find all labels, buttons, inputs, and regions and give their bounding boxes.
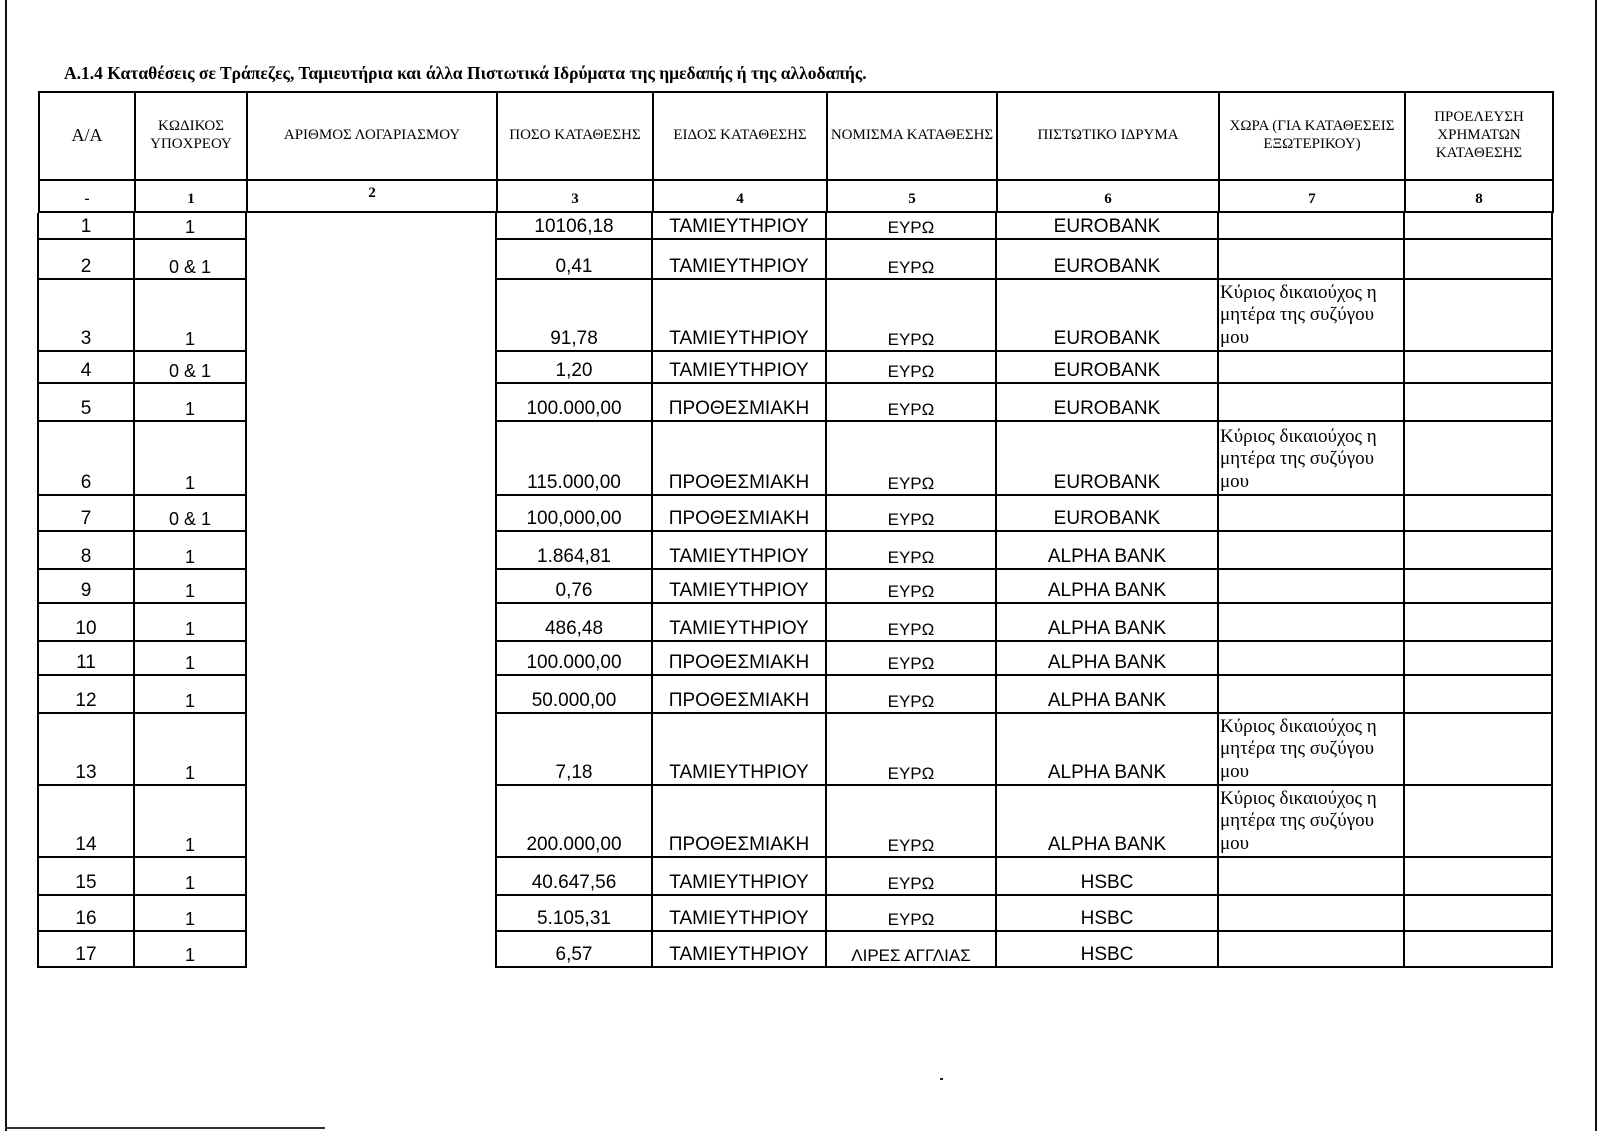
header-deposit-type: ΕΙΔΟΣ ΚΑΤΑΘΕΣΗΣ — [653, 92, 827, 180]
row-origin-cell — [1404, 495, 1552, 531]
deposits-table-body — [37, 213, 1553, 968]
row-deposit-type-cell: ΠΡΟΘΕΣΜΙΑΚΗ — [652, 785, 826, 857]
header-number-4: 4 — [653, 180, 827, 212]
row-currency-cell: ΕΥΡΩ — [826, 279, 996, 351]
row-account-number-cell — [246, 279, 496, 351]
row-currency-cell: ΕΥΡΩ — [826, 641, 996, 675]
row-deposit-type-cell: ΤΑΜΙΕΥΤΗΡΙΟΥ — [652, 279, 826, 351]
row-currency-cell: ΕΥΡΩ — [826, 495, 996, 531]
row-aa-cell: 2 — [38, 239, 134, 279]
row-deposit-type-cell: ΤΑΜΙΕΥΤΗΡΙΟΥ — [652, 857, 826, 895]
row-deposit-type-cell: ΤΑΜΙΕΥΤΗΡΙΟΥ — [652, 213, 826, 239]
header-funds-origin: ΠΡΟΕΛΕΥΣΗ ΧΡΗΜΑΤΩΝ ΚΑΤΑΘΕΣΗΣ — [1405, 92, 1553, 180]
header-number-2: 2 — [247, 180, 497, 212]
row-obligor-code-cell: 1 — [134, 383, 246, 421]
row-deposit-type-cell: ΤΑΜΙΕΥΤΗΡΙΟΥ — [652, 569, 826, 603]
row-account-number-cell — [246, 785, 496, 857]
row-bank-cell: EUROBANK — [996, 279, 1218, 351]
row-deposit-type-cell: ΤΑΜΙΕΥΤΗΡΙΟΥ — [652, 603, 826, 641]
row-country-cell: Κύριος δικαιούχος η μητέρα της συζύγου μου — [1218, 421, 1404, 495]
row-deposit-type-cell: ΤΑΜΙΕΥΤΗΡΙΟΥ — [652, 931, 826, 967]
document-title: A.1.4 Καταθέσεις σε Τράπεζες, Ταμιευτήρια και άλλα Πιστωτικά Ιδρύματα της ημεδαπής ή της αλλοδαπής. — [64, 63, 867, 83]
row-bank-cell: EUROBANK — [996, 383, 1218, 421]
row-origin-cell — [1404, 641, 1552, 675]
row-currency-cell: ΕΥΡΩ — [826, 531, 996, 569]
row-obligor-code-cell: 1 — [134, 675, 246, 713]
row-obligor-code-cell: 1 — [134, 279, 246, 351]
row-aa-cell: 14 — [38, 785, 134, 857]
row-currency-cell: ΕΥΡΩ — [826, 569, 996, 603]
row-obligor-code-cell: 1 — [134, 641, 246, 675]
row-account-number-cell — [246, 351, 496, 383]
row-bank-cell: EUROBANK — [996, 495, 1218, 531]
row-currency-cell: ΕΥΡΩ — [826, 603, 996, 641]
page-border-right — [1595, 0, 1597, 1131]
table-row — [38, 641, 1552, 675]
row-account-number-cell — [246, 239, 496, 279]
table-row — [38, 931, 1552, 967]
row-aa-cell: 9 — [38, 569, 134, 603]
row-amount-cell: 50.000,00 — [496, 675, 652, 713]
row-currency-cell: ΛΙΡΕΣ ΑΓΓΛΙΑΣ — [826, 931, 996, 967]
header-number-0: - — [39, 180, 135, 212]
row-obligor-code-cell: 1 — [134, 857, 246, 895]
row-account-number-cell — [246, 495, 496, 531]
row-amount-cell: 6,57 — [496, 931, 652, 967]
row-country-cell — [1218, 569, 1404, 603]
row-aa-cell: 7 — [38, 495, 134, 531]
row-country-cell — [1218, 931, 1404, 967]
row-amount-cell: 5.105,31 — [496, 895, 652, 931]
row-origin-cell — [1404, 569, 1552, 603]
row-currency-cell: ΕΥΡΩ — [826, 351, 996, 383]
row-country-cell — [1218, 213, 1404, 239]
row-account-number-cell — [246, 569, 496, 603]
row-amount-cell: 1.864,81 — [496, 531, 652, 569]
row-bank-cell: EUROBANK — [996, 213, 1218, 239]
row-deposit-type-cell: ΠΡΟΘΕΣΜΙΑΚΗ — [652, 383, 826, 421]
row-aa-cell: 13 — [38, 713, 134, 785]
row-currency-cell: ΕΥΡΩ — [826, 421, 996, 495]
row-account-number-cell — [246, 603, 496, 641]
row-obligor-code-cell: 0 & 1 — [134, 495, 246, 531]
row-origin-cell — [1404, 421, 1552, 495]
row-bank-cell: ALPHA BANK — [996, 675, 1218, 713]
row-account-number-cell — [246, 931, 496, 967]
table-row — [38, 675, 1552, 713]
header-deposit-currency: ΝΟΜΙΣΜΑ ΚΑΤΑΘΕΣΗΣ — [827, 92, 997, 180]
row-aa-cell: 5 — [38, 383, 134, 421]
table-row — [38, 421, 1552, 495]
page-border-left — [5, 0, 7, 1131]
row-origin-cell — [1404, 785, 1552, 857]
row-obligor-code-cell: 1 — [134, 569, 246, 603]
row-deposit-type-cell: ΤΑΜΙΕΥΤΗΡΙΟΥ — [652, 239, 826, 279]
row-bank-cell: ALPHA BANK — [996, 713, 1218, 785]
row-origin-cell — [1404, 895, 1552, 931]
row-currency-cell: ΕΥΡΩ — [826, 895, 996, 931]
row-amount-cell: 0,76 — [496, 569, 652, 603]
row-country-cell — [1218, 641, 1404, 675]
row-origin-cell — [1404, 603, 1552, 641]
row-bank-cell: HSBC — [996, 857, 1218, 895]
row-deposit-type-cell: ΠΡΟΘΕΣΜΙΑΚΗ — [652, 641, 826, 675]
row-origin-cell — [1404, 713, 1552, 785]
row-origin-cell — [1404, 351, 1552, 383]
row-obligor-code-cell: 0 & 1 — [134, 239, 246, 279]
table-row — [38, 569, 1552, 603]
header-obligor-code: ΚΩΔΙΚΟΣ ΥΠΟΧΡΕΟΥ — [135, 92, 247, 180]
row-origin-cell — [1404, 213, 1552, 239]
row-origin-cell — [1404, 931, 1552, 967]
row-origin-cell — [1404, 857, 1552, 895]
row-aa-cell: 8 — [38, 531, 134, 569]
deposits-table-header — [38, 91, 1554, 213]
row-obligor-code-cell: 1 — [134, 531, 246, 569]
row-aa-cell: 4 — [38, 351, 134, 383]
table-row — [38, 531, 1552, 569]
row-currency-cell: ΕΥΡΩ — [826, 857, 996, 895]
header-number-6: 6 — [997, 180, 1219, 212]
row-amount-cell: 100.000,00 — [496, 641, 652, 675]
row-aa-cell: 17 — [38, 931, 134, 967]
row-obligor-code-cell: 0 & 1 — [134, 351, 246, 383]
deposits-rows — [38, 213, 1552, 967]
row-currency-cell: ΕΥΡΩ — [826, 383, 996, 421]
row-aa-cell: 10 — [38, 603, 134, 641]
table-row — [38, 239, 1552, 279]
row-country-cell — [1218, 239, 1404, 279]
scan-speck — [940, 1078, 943, 1080]
table-row — [38, 785, 1552, 857]
row-account-number-cell — [246, 531, 496, 569]
header-number-3: 3 — [497, 180, 653, 212]
header-credit-institution: ΠΙΣΤΩΤΙΚΟ ΙΔΡΥΜΑ — [997, 92, 1219, 180]
row-obligor-code-cell: 1 — [134, 895, 246, 931]
row-bank-cell: EUROBANK — [996, 239, 1218, 279]
row-amount-cell: 10106,18 — [496, 213, 652, 239]
row-amount-cell: 200.000,00 — [496, 785, 652, 857]
row-deposit-type-cell: ΠΡΟΘΕΣΜΙΑΚΗ — [652, 495, 826, 531]
table-row — [38, 279, 1552, 351]
row-deposit-type-cell: ΠΡΟΘΕΣΜΙΑΚΗ — [652, 421, 826, 495]
row-amount-cell: 115.000,00 — [496, 421, 652, 495]
header-number-7: 7 — [1219, 180, 1405, 212]
row-obligor-code-cell: 1 — [134, 713, 246, 785]
table-row — [38, 383, 1552, 421]
table-row — [38, 857, 1552, 895]
table-row — [38, 895, 1552, 931]
row-bank-cell: HSBC — [996, 931, 1218, 967]
table-row — [38, 213, 1552, 239]
header-account-number: ΑΡΙΘΜΟΣ ΛΟΓΑΡΙΑΣΜΟΥ — [247, 92, 497, 180]
row-amount-cell: 7,18 — [496, 713, 652, 785]
header-country: ΧΩΡΑ (ΓΙΑ ΚΑΤΑΘΕΣΕΙΣ ΕΞΩΤΕΡΙΚΟΥ) — [1219, 92, 1405, 180]
row-country-cell: Κύριος δικαιούχος η μητέρα της συζύγου μου — [1218, 713, 1404, 785]
row-account-number-cell — [246, 675, 496, 713]
row-currency-cell: ΕΥΡΩ — [826, 713, 996, 785]
row-aa-cell: 11 — [38, 641, 134, 675]
row-aa-cell: 12 — [38, 675, 134, 713]
row-origin-cell — [1404, 279, 1552, 351]
row-currency-cell: ΕΥΡΩ — [826, 785, 996, 857]
row-bank-cell: EUROBANK — [996, 351, 1218, 383]
row-country-cell — [1218, 895, 1404, 931]
header-number-5: 5 — [827, 180, 997, 212]
row-country-cell: Κύριος δικαιούχος η μητέρα της συζύγου μου — [1218, 785, 1404, 857]
row-obligor-code-cell: 1 — [134, 785, 246, 857]
row-obligor-code-cell: 1 — [134, 421, 246, 495]
table-row — [38, 495, 1552, 531]
row-origin-cell — [1404, 383, 1552, 421]
row-bank-cell: ALPHA BANK — [996, 603, 1218, 641]
row-bank-cell: HSBC — [996, 895, 1218, 931]
row-deposit-type-cell: ΤΑΜΙΕΥΤΗΡΙΟΥ — [652, 531, 826, 569]
row-deposit-type-cell: ΤΑΜΙΕΥΤΗΡΙΟΥ — [652, 895, 826, 931]
row-country-cell — [1218, 857, 1404, 895]
row-account-number-cell — [246, 857, 496, 895]
row-obligor-code-cell: 1 — [134, 213, 246, 239]
row-aa-cell: 3 — [38, 279, 134, 351]
row-account-number-cell — [246, 713, 496, 785]
row-amount-cell: 40.647,56 — [496, 857, 652, 895]
row-currency-cell: ΕΥΡΩ — [826, 675, 996, 713]
row-country-cell — [1218, 351, 1404, 383]
row-origin-cell — [1404, 239, 1552, 279]
row-amount-cell: 100.000,00 — [496, 383, 652, 421]
page-border-bottom — [5, 1127, 325, 1129]
row-aa-cell: 6 — [38, 421, 134, 495]
row-country-cell — [1218, 495, 1404, 531]
row-obligor-code-cell: 1 — [134, 931, 246, 967]
row-aa-cell: 1 — [38, 213, 134, 239]
row-bank-cell: ALPHA BANK — [996, 785, 1218, 857]
header-deposit-amount: ΠΟΣΟ ΚΑΤΑΘΕΣΗΣ — [497, 92, 653, 180]
row-amount-cell: 91,78 — [496, 279, 652, 351]
row-currency-cell: ΕΥΡΩ — [826, 213, 996, 239]
row-amount-cell: 100,000,00 — [496, 495, 652, 531]
row-deposit-type-cell: ΤΑΜΙΕΥΤΗΡΙΟΥ — [652, 351, 826, 383]
table-row — [38, 351, 1552, 383]
row-origin-cell — [1404, 531, 1552, 569]
row-country-cell — [1218, 383, 1404, 421]
row-country-cell — [1218, 531, 1404, 569]
row-country-cell — [1218, 675, 1404, 713]
row-bank-cell: ALPHA BANK — [996, 531, 1218, 569]
row-account-number-cell — [246, 895, 496, 931]
header-number-1: 1 — [135, 180, 247, 212]
row-country-cell: Κύριος δικαιούχος η μητέρα της συζύγου μου — [1218, 279, 1404, 351]
row-deposit-type-cell: ΤΑΜΙΕΥΤΗΡΙΟΥ — [652, 713, 826, 785]
row-deposit-type-cell: ΠΡΟΘΕΣΜΙΑΚΗ — [652, 675, 826, 713]
table-row — [38, 603, 1552, 641]
row-obligor-code-cell: 1 — [134, 603, 246, 641]
row-currency-cell: ΕΥΡΩ — [826, 239, 996, 279]
row-aa-cell: 15 — [38, 857, 134, 895]
row-account-number-cell — [246, 421, 496, 495]
row-bank-cell: EUROBANK — [996, 421, 1218, 495]
row-aa-cell: 16 — [38, 895, 134, 931]
row-bank-cell: ALPHA BANK — [996, 569, 1218, 603]
row-bank-cell: ALPHA BANK — [996, 641, 1218, 675]
row-amount-cell: 1,20 — [496, 351, 652, 383]
table-row — [38, 713, 1552, 785]
row-amount-cell: 486,48 — [496, 603, 652, 641]
row-amount-cell: 0,41 — [496, 239, 652, 279]
header-aa: Α/Α — [39, 92, 135, 180]
header-number-8: 8 — [1405, 180, 1553, 212]
row-country-cell — [1218, 603, 1404, 641]
row-origin-cell — [1404, 675, 1552, 713]
row-account-number-cell — [246, 213, 496, 239]
row-account-number-cell — [246, 383, 496, 421]
row-account-number-cell — [246, 641, 496, 675]
